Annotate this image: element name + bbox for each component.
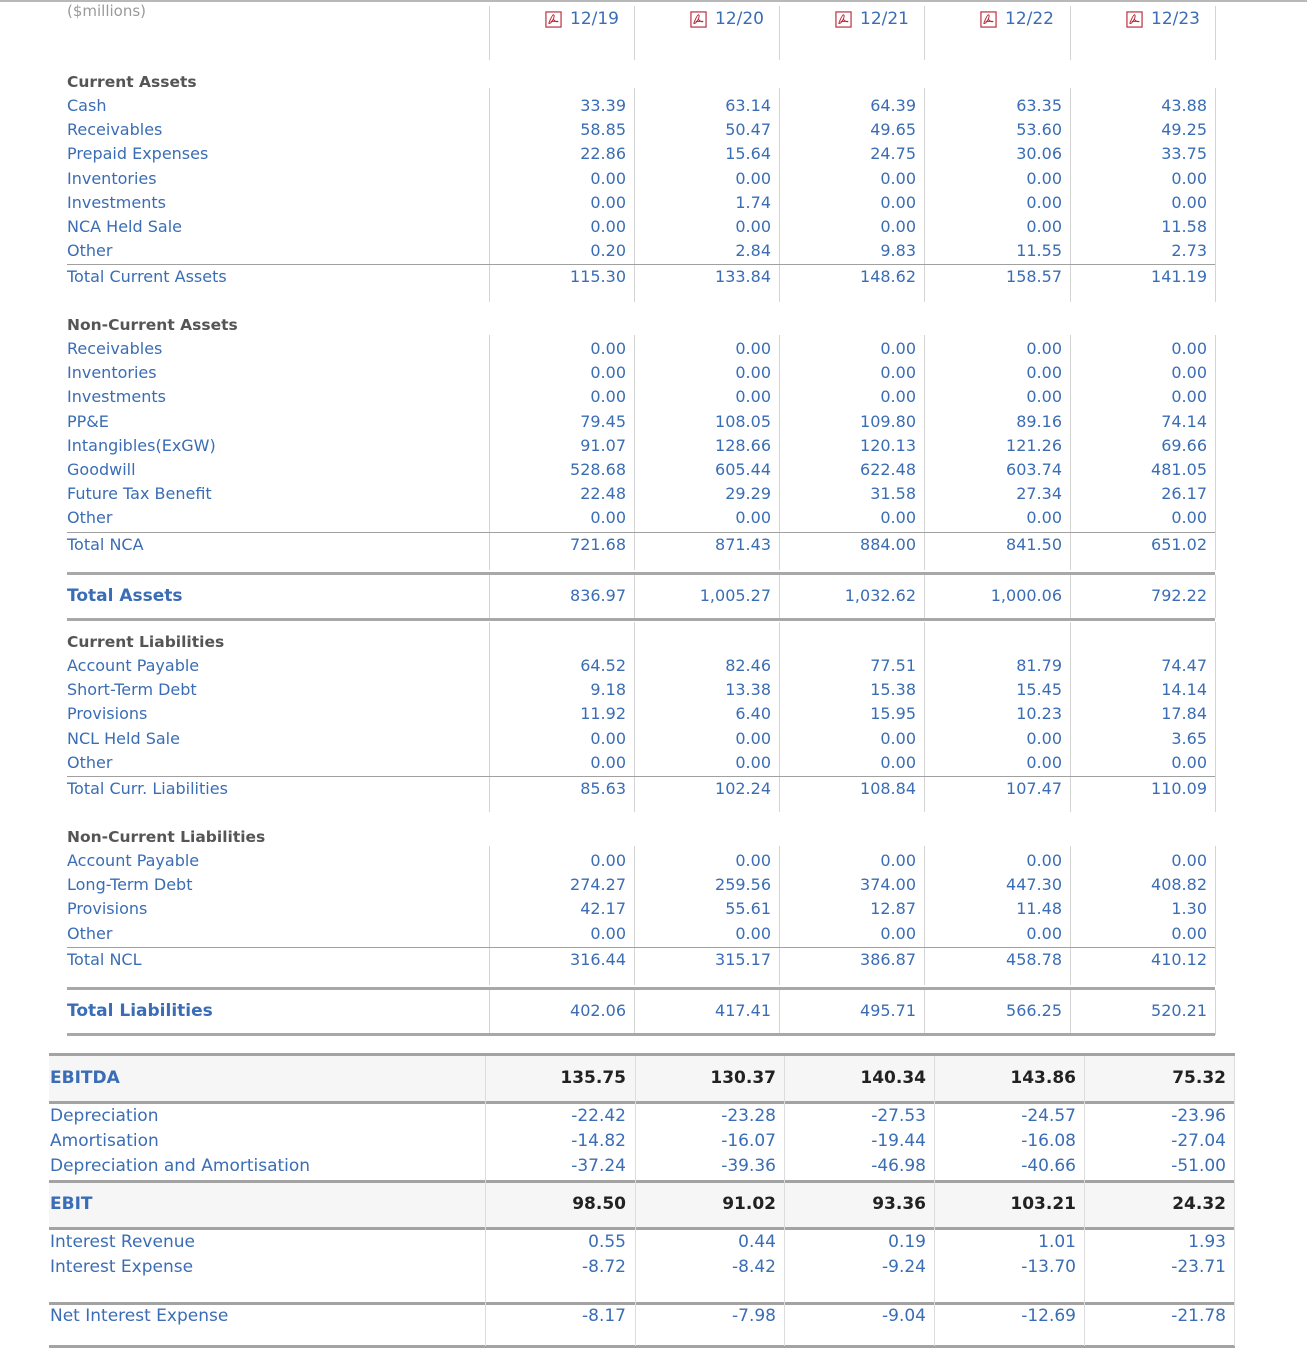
row-value: -21.78 <box>1171 1306 1226 1326</box>
row-value: -27.53 <box>871 1106 926 1126</box>
section-rule <box>67 1033 1215 1036</box>
section-title: Current Liabilities <box>67 633 225 651</box>
row-value: 0.00 <box>735 363 771 383</box>
column-divider <box>784 1056 785 1346</box>
row-value: 79.45 <box>580 411 626 431</box>
row-value: 15.45 <box>1016 680 1062 700</box>
row-value: -9.04 <box>882 1306 926 1326</box>
row-value: 0.00 <box>735 508 771 528</box>
row-value: 24.75 <box>870 144 916 164</box>
row-value: 26.17 <box>1161 484 1207 504</box>
row-value: 22.48 <box>580 484 626 504</box>
row-value: 0.00 <box>880 728 916 748</box>
row-value: -46.98 <box>871 1156 926 1176</box>
subtotal-label[interactable]: Total NCA <box>67 534 144 554</box>
row-value: 374.00 <box>860 875 916 895</box>
row-value: 0.00 <box>880 923 916 943</box>
row-value: 9.18 <box>590 680 626 700</box>
row-value: 0.00 <box>1171 192 1207 212</box>
row-value: 69.66 <box>1161 435 1207 455</box>
row-label[interactable]: Prepaid Expenses <box>67 144 209 164</box>
row-value: 0.00 <box>735 168 771 188</box>
row-value: -37.24 <box>571 1156 626 1176</box>
row-value: -14.82 <box>571 1131 626 1151</box>
period-label: 12/20 <box>715 9 764 29</box>
row-value: 74.14 <box>1161 411 1207 431</box>
row-value: 603.74 <box>1006 460 1062 479</box>
row-value: 0.00 <box>1171 508 1207 528</box>
key-metric-value: 143.86 <box>1010 1068 1076 1088</box>
key-metric-value: 93.36 <box>872 1194 926 1214</box>
row-value: 12.87 <box>870 899 916 919</box>
row-value: 0.19 <box>888 1232 926 1252</box>
subtotal-value: 141.19 <box>1151 267 1207 287</box>
subtotal-label[interactable]: Total Curr. Liabilities <box>67 779 228 798</box>
pdf-report-icon[interactable] <box>980 11 997 28</box>
row-value: -12.69 <box>1021 1306 1076 1326</box>
row-label[interactable]: Inventories <box>67 363 157 383</box>
period-header-12-23[interactable] <box>1126 8 1200 30</box>
row-value: 447.30 <box>1006 875 1062 895</box>
row-label[interactable]: Other <box>67 752 113 772</box>
row-value: 0.00 <box>590 851 626 870</box>
grand-total-value: 1,000.06 <box>990 586 1062 605</box>
key-metric-value: 91.02 <box>722 1194 776 1214</box>
subtotal-value: 315.17 <box>715 949 771 969</box>
row-value: 11.48 <box>1016 899 1062 919</box>
row-value: 0.00 <box>1171 851 1207 870</box>
row-value: 605.44 <box>715 460 771 479</box>
row-value: -9.24 <box>882 1257 926 1277</box>
row-value: 27.34 <box>1016 484 1062 504</box>
subtotal-value: 721.68 <box>570 534 626 554</box>
grand-total-value: 566.25 <box>1006 1001 1062 1020</box>
section-rule <box>67 987 1215 990</box>
row-value: -22.42 <box>571 1106 626 1126</box>
row-value: 408.82 <box>1151 875 1207 895</box>
key-metric-value: 130.37 <box>710 1068 776 1088</box>
row-label[interactable]: Other <box>67 241 113 261</box>
period-header-12-22[interactable] <box>980 8 1054 30</box>
grand-total-value: 520.21 <box>1151 1001 1207 1020</box>
income-rule <box>49 1180 1235 1183</box>
row-label[interactable]: Depreciation <box>50 1106 159 1126</box>
subtotal-value: 115.30 <box>570 267 626 287</box>
row-value: 15.38 <box>870 680 916 700</box>
row-value: -8.42 <box>732 1257 776 1277</box>
row-value: 74.47 <box>1161 656 1207 675</box>
row-value: 0.00 <box>880 752 916 772</box>
row-label[interactable]: Account Payable <box>67 656 200 675</box>
row-value: 1.01 <box>1038 1232 1076 1252</box>
subtotal-value: 110.09 <box>1151 779 1207 798</box>
row-label[interactable]: Cash <box>67 96 107 115</box>
row-value: 0.00 <box>1026 192 1062 212</box>
row-value: 528.68 <box>570 460 626 479</box>
row-value: -7.98 <box>732 1306 776 1326</box>
row-value: 0.00 <box>880 168 916 188</box>
grand-total-label: Total Liabilities <box>67 1001 213 1021</box>
section-rule <box>67 572 1215 575</box>
subtotal-value: 133.84 <box>715 267 771 287</box>
period-label: 12/23 <box>1151 9 1200 29</box>
row-value: 0.00 <box>1026 363 1062 383</box>
row-value: 0.00 <box>880 851 916 870</box>
row-value: 0.00 <box>735 387 771 407</box>
period-label: 12/22 <box>1005 9 1054 29</box>
subtotal-value: 871.43 <box>715 534 771 554</box>
row-value: 0.00 <box>1026 217 1062 236</box>
column-divider <box>934 1056 935 1346</box>
row-label[interactable]: Depreciation and Amortisation <box>50 1156 311 1176</box>
row-value: 2.73 <box>1171 241 1207 261</box>
subtotal-value: 458.78 <box>1006 949 1062 969</box>
row-value: 42.17 <box>580 899 626 919</box>
section-rule <box>67 618 1215 621</box>
row-value: 0.00 <box>1026 923 1062 943</box>
row-value: -23.96 <box>1171 1106 1226 1126</box>
row-label[interactable]: Goodwill <box>67 460 136 479</box>
pdf-report-icon[interactable] <box>690 11 707 28</box>
income-rule <box>49 1053 1235 1056</box>
column-divider <box>1070 6 1071 60</box>
row-label[interactable]: Long-Term Debt <box>67 875 193 895</box>
row-value: 53.60 <box>1016 120 1062 140</box>
row-value: 0.00 <box>735 728 771 748</box>
row-value: 17.84 <box>1161 704 1207 724</box>
row-value: -27.04 <box>1171 1131 1226 1151</box>
row-value: -16.08 <box>1021 1131 1076 1151</box>
subtotal-value: 386.87 <box>860 949 916 969</box>
row-value: 58.85 <box>580 120 626 140</box>
column-divider <box>1215 575 1216 618</box>
row-value: 0.00 <box>880 192 916 212</box>
row-value: 0.00 <box>1026 339 1062 358</box>
row-value: 0.00 <box>880 387 916 407</box>
row-value: 0.00 <box>590 387 626 407</box>
period-header-12-20[interactable] <box>690 8 764 30</box>
row-value: 43.88 <box>1161 96 1207 115</box>
grand-total-value: 495.71 <box>860 1001 916 1020</box>
row-value: -8.17 <box>582 1306 626 1326</box>
row-label[interactable]: Future Tax Benefit <box>67 484 212 504</box>
row-value: 55.61 <box>725 899 771 919</box>
row-value: 0.00 <box>1171 752 1207 772</box>
column-divider <box>1215 335 1216 570</box>
row-label[interactable]: Provisions <box>67 899 148 919</box>
row-value: 0.00 <box>1171 387 1207 407</box>
column-divider <box>489 6 490 60</box>
row-value: 49.65 <box>870 120 916 140</box>
row-value: -8.72 <box>582 1257 626 1277</box>
row-value: -13.70 <box>1021 1257 1076 1277</box>
row-value: 89.16 <box>1016 411 1062 431</box>
subtotal-value: 158.57 <box>1006 267 1062 287</box>
grand-total-value: 1,005.27 <box>699 586 771 605</box>
row-value: 120.13 <box>860 435 916 455</box>
subtotal-value: 108.84 <box>860 779 916 798</box>
row-label[interactable]: Account Payable <box>67 851 200 870</box>
row-value: 1.93 <box>1188 1232 1226 1252</box>
row-value: 121.26 <box>1006 435 1062 455</box>
row-value: 0.00 <box>1026 508 1062 528</box>
row-value: 6.40 <box>735 704 771 724</box>
row-value: -23.28 <box>721 1106 776 1126</box>
row-value: 33.75 <box>1161 144 1207 164</box>
row-label[interactable]: Short-Term Debt <box>67 680 197 700</box>
row-value: 0.00 <box>880 339 916 358</box>
section-title: Current Assets <box>67 73 197 91</box>
row-value: 11.92 <box>580 704 626 724</box>
grand-total-value: 402.06 <box>570 1001 626 1020</box>
row-value: 81.79 <box>1016 656 1062 675</box>
row-value: 0.00 <box>590 363 626 383</box>
row-value: 9.83 <box>880 241 916 261</box>
row-label[interactable]: Interest Revenue <box>50 1232 195 1252</box>
key-metric-label[interactable]: EBIT <box>50 1194 93 1214</box>
row-value: 0.00 <box>1026 851 1062 870</box>
subtotal-value: 884.00 <box>860 534 916 554</box>
column-divider <box>924 6 925 60</box>
column-divider <box>1215 622 1216 812</box>
column-divider <box>1215 990 1216 1035</box>
row-value: 22.86 <box>580 144 626 164</box>
pdf-report-icon[interactable] <box>835 11 852 28</box>
row-value: 0.00 <box>1026 387 1062 407</box>
row-value: -39.36 <box>721 1156 776 1176</box>
subtotal-value: 316.44 <box>570 949 626 969</box>
row-value: 0.00 <box>590 217 626 236</box>
section-title: Non-Current Assets <box>67 316 238 334</box>
key-metric-value: 140.34 <box>860 1068 926 1088</box>
row-value: 10.23 <box>1016 704 1062 724</box>
row-value: 274.27 <box>570 875 626 895</box>
pdf-report-icon[interactable] <box>1126 11 1143 28</box>
column-divider <box>1215 6 1216 60</box>
row-value: 63.14 <box>725 96 771 115</box>
row-value: -51.00 <box>1171 1156 1226 1176</box>
key-metric-label[interactable]: EBITDA <box>50 1068 120 1088</box>
row-value: 49.25 <box>1161 120 1207 140</box>
row-value: 0.00 <box>590 339 626 358</box>
row-value: 0.00 <box>590 923 626 943</box>
row-value: -19.44 <box>871 1131 926 1151</box>
period-label: 12/21 <box>860 9 909 29</box>
row-value: 11.55 <box>1016 241 1062 261</box>
row-label[interactable]: Intangibles(ExGW) <box>67 435 216 455</box>
row-value: 0.00 <box>880 217 916 236</box>
row-value: 0.00 <box>1171 363 1207 383</box>
row-label[interactable]: Provisions <box>67 704 148 724</box>
row-value: 0.00 <box>1171 923 1207 943</box>
row-value: 109.80 <box>860 411 916 431</box>
column-divider <box>1234 1056 1235 1346</box>
row-value: 31.58 <box>870 484 916 504</box>
row-value: 0.00 <box>1026 168 1062 188</box>
row-value: 622.48 <box>860 460 916 479</box>
row-value: 15.95 <box>870 704 916 724</box>
grand-total-value: 836.97 <box>570 586 626 605</box>
section-title: Non-Current Liabilities <box>67 828 266 846</box>
column-divider <box>1215 846 1216 985</box>
column-divider <box>779 6 780 60</box>
income-rule <box>49 1345 1235 1348</box>
key-metric-value: 135.75 <box>560 1068 626 1088</box>
row-label[interactable]: Investments <box>67 192 166 212</box>
row-label[interactable]: Receivables <box>67 120 163 140</box>
row-value: 1.74 <box>735 192 771 212</box>
key-metric-value: 24.32 <box>1172 1194 1226 1214</box>
row-value: 13.38 <box>725 680 771 700</box>
subtotal-value: 651.02 <box>1151 534 1207 554</box>
row-value: 0.00 <box>735 752 771 772</box>
row-value: 33.39 <box>580 96 626 115</box>
subtotal-value: 107.47 <box>1006 779 1062 798</box>
row-value: 1.30 <box>1171 899 1207 919</box>
units-label: ($millions) <box>67 2 147 20</box>
row-value: 15.64 <box>725 144 771 164</box>
row-value: 63.35 <box>1016 96 1062 115</box>
row-value: 91.07 <box>580 435 626 455</box>
row-value: 0.55 <box>588 1232 626 1252</box>
row-value: 64.52 <box>580 656 626 675</box>
key-metric-value: 98.50 <box>572 1194 626 1214</box>
row-value: 0.00 <box>590 752 626 772</box>
row-value: 0.00 <box>735 339 771 358</box>
grand-total-value: 792.22 <box>1151 586 1207 605</box>
row-value: 77.51 <box>870 656 916 675</box>
subtotal-value: 102.24 <box>715 779 771 798</box>
period-header-12-21[interactable] <box>835 8 909 30</box>
row-value: -24.57 <box>1021 1106 1076 1126</box>
row-label[interactable]: Receivables <box>67 339 163 358</box>
column-divider <box>1084 1056 1085 1346</box>
row-value: 14.14 <box>1161 680 1207 700</box>
row-label[interactable]: Investments <box>67 387 166 407</box>
row-value: -23.71 <box>1171 1257 1226 1277</box>
row-value: 259.56 <box>715 875 771 895</box>
grand-total-label: Total Assets <box>67 586 183 606</box>
row-value: 0.20 <box>590 241 626 261</box>
period-header-12-19[interactable] <box>545 8 619 30</box>
row-label[interactable]: NCA Held Sale <box>67 217 182 236</box>
row-value: 0.00 <box>590 192 626 212</box>
row-value: 30.06 <box>1016 144 1062 164</box>
subtotal-label[interactable]: Total NCL <box>67 949 142 969</box>
row-value: 108.05 <box>715 411 771 431</box>
row-value: 0.00 <box>1026 752 1062 772</box>
row-value: 0.00 <box>590 728 626 748</box>
row-value: 0.00 <box>735 217 771 236</box>
row-value: 0.00 <box>590 168 626 188</box>
row-label[interactable]: Interest Expense <box>50 1257 194 1277</box>
row-value: 0.00 <box>880 363 916 383</box>
row-value: 0.00 <box>1171 168 1207 188</box>
row-value: 0.00 <box>880 508 916 528</box>
row-value: -40.66 <box>1021 1156 1076 1176</box>
row-label[interactable]: PP&E <box>67 411 109 431</box>
subtotal-value: 841.50 <box>1006 534 1062 554</box>
subtotal-value: 148.62 <box>860 267 916 287</box>
row-value: 29.29 <box>725 484 771 504</box>
row-value: 128.66 <box>715 435 771 455</box>
row-label[interactable]: Other <box>67 508 113 528</box>
row-label[interactable]: Inventories <box>67 168 157 188</box>
key-metric-value: 103.21 <box>1010 1194 1076 1214</box>
column-divider <box>634 6 635 60</box>
row-value: 11.58 <box>1161 217 1207 236</box>
row-label[interactable]: Other <box>67 923 113 943</box>
row-label[interactable]: Net Interest Expense <box>50 1306 229 1326</box>
row-value: -16.07 <box>721 1131 776 1151</box>
row-value: 0.00 <box>735 851 771 870</box>
grand-total-value: 417.41 <box>715 1001 771 1020</box>
row-value: 64.39 <box>870 96 916 115</box>
row-value: 0.00 <box>735 923 771 943</box>
row-label[interactable]: NCL Held Sale <box>67 728 180 748</box>
row-value: 0.00 <box>1171 339 1207 358</box>
column-divider <box>1215 88 1216 302</box>
subtotal-value: 85.63 <box>580 779 626 798</box>
row-label[interactable]: Amortisation <box>50 1131 159 1151</box>
subtotal-value: 410.12 <box>1151 949 1207 969</box>
pdf-report-icon[interactable] <box>545 11 562 28</box>
row-value: 3.65 <box>1171 728 1207 748</box>
subtotal-label[interactable]: Total Current Assets <box>67 267 227 287</box>
row-value: 50.47 <box>725 120 771 140</box>
row-value: 0.44 <box>738 1232 776 1252</box>
period-label: 12/19 <box>570 9 619 29</box>
row-value: 0.00 <box>590 508 626 528</box>
row-value: 2.84 <box>735 241 771 261</box>
key-metric-value: 75.32 <box>1172 1068 1226 1088</box>
row-value: 481.05 <box>1151 460 1207 479</box>
row-value: 82.46 <box>725 656 771 675</box>
row-value: 0.00 <box>1026 728 1062 748</box>
grand-total-value: 1,032.62 <box>844 586 916 605</box>
